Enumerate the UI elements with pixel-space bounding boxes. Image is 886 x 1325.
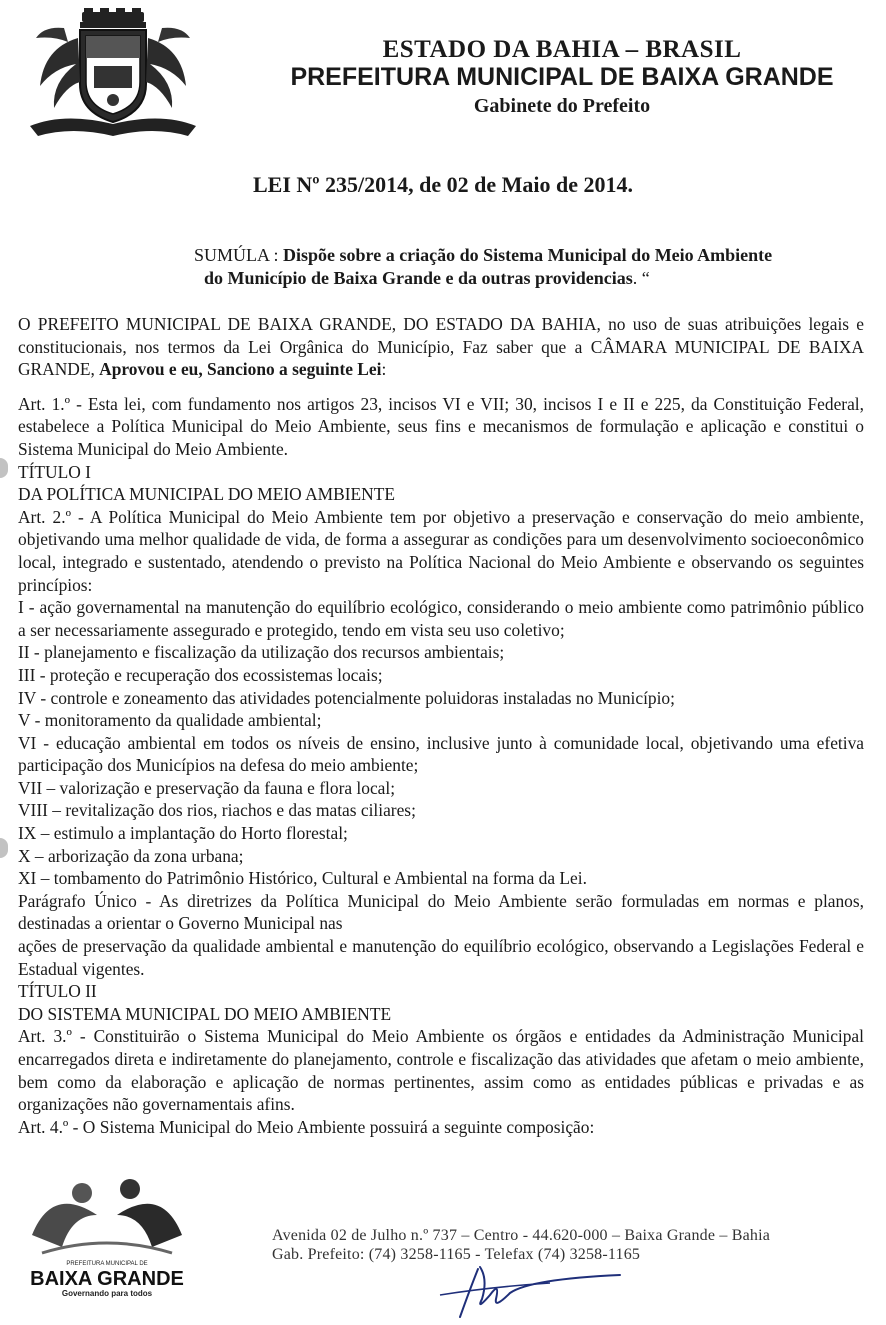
item-xi: XI – tombamento do Patrimônio Histórico, Cultural e Ambiental na forma da Lei. [18,868,587,889]
item-iii: III - proteção e recuperação dos ecossistemas locais; [18,664,383,685]
law-body [18,313,864,1138]
article-1: Art. 1.º - Esta lei, com fundamento nos artigos 23, incisos VI e VII; 30, incisos I e II e 225, da Constituição Federal, estabelece a Política Municipal do Meio Ambiente, seus fins e mecanismos de formulação e aplicação e constitui o Sistema Municipal do Meio Ambiente. [18,393,864,459]
summary-end: . “ [632,268,650,288]
preamble-bold: Aprovou e eu, Sanciono a seguinte Lei [99,359,382,380]
summary-text-1: Dispõe sobre a criação do Sistema Municipal do Meio Ambiente [283,245,773,265]
preamble [18,313,864,381]
logo-slogan-text: Governando para todos [61,1289,153,1298]
article-4: Art. 4.º - O Sistema Municipal do Meio Ambiente possuirá a seguinte composição: [18,1116,595,1137]
item-v: V - monitoramento da qualidade ambiental; [18,710,322,731]
coat-of-arms-icon [24,8,202,140]
footer-phones: Gab. Prefeito: (74) 3258-1165 - Telefax (74) 3258-1165 [272,1246,641,1263]
title-2-heading: DO SISTEMA MUNICIPAL DO MEIO AMBIENTE [18,1003,392,1024]
item-iv: IV - controle e zoneamento das atividades potencialmente poluidoras instaladas no Município; [18,687,675,708]
letterhead [0,0,886,150]
item-vii: VII – valorização e preservação da fauna e flora local; [18,777,396,798]
title-1-heading: DA POLÍTICA MUNICIPAL DO MEIO AMBIENTE [18,484,395,505]
city-hall-heading: PREFEITURA MUNICIPAL DE BAIXA GRANDE [290,63,834,91]
sole-paragraph-continued: ações de preservação da qualidade ambiental e manutenção do equilíbrio ecológico, observando a Legislações Federal e Estadual vigentes. [18,936,864,979]
item-vi: VI - educação ambiental em todos os níveis de ensino, inclusive junto à comunidade local, objetivando uma efetiva participação dos Municípios na defesa do meio ambiente; [18,732,864,776]
item-ii: II - planejamento e fiscalização da utilização dos recursos ambientais; [18,642,505,663]
sole-paragraph: Parágrafo Único - As diretrizes da Política Municipal do Meio Ambiente serão formuladas em normas e planos, destinadas a orientar o Governo Municipal nas [18,890,864,934]
logo-name-text: BAIXA GRANDE [30,1268,184,1290]
state-heading: ESTADO DA BAHIA – BRASIL [382,36,742,63]
logo-small-text: PREFEITURA MUNICIPAL DE [66,1261,148,1267]
summary [194,244,864,290]
office-heading: Gabinete do Prefeito [473,95,651,117]
signature [430,1259,630,1319]
preamble-text: O PREFEITO MUNICIPAL DE BAIXA GRANDE, DO ESTADO DA BAHIA, no uso de suas atribuições legais e constitucionais, nos termos da Lei Orgânica do Município, Faz saber que a CÂMARA MUNICIPAL DE BAIXA GRANDE, [18,314,864,380]
law-title: LEI Nº 235/2014, de 02 de Maio de 2014. [252,172,634,197]
title-2: TÍTULO II [18,981,97,1002]
item-x: X – arborização da zona urbana; [18,845,244,866]
item-ix: IX – estimulo a implantação do Horto florestal; [18,823,348,844]
preamble-end: : [381,359,387,380]
summary-label: SUMÚLA : [194,245,284,265]
summary-text-2: do Município de Baixa Grande e da outras providencias [204,268,633,288]
article-2: Art. 2.º - A Política Municipal do Meio Ambiente tem por objetivo a preservação e conservação do meio ambiente, objetivando uma melhor qualidade de vida, de forma a assegurar as condições para um desenvolvimento socioeconômico local, integrado e sustentado, atendendo o previsto na Política Nacional do Meio Ambiente e observando os seguintes princípios: [18,506,864,595]
scan-margin-mark [0,458,8,478]
title-1: TÍTULO I [18,461,91,482]
scan-margin-mark [0,838,8,858]
footer [0,1175,886,1325]
city-hall-logo-icon [12,1175,202,1300]
item-viii: VIII – revitalização dos rios, riachos e das matas ciliares; [18,800,416,821]
article-3: Art. 3.º - Constituirão o Sistema Municipal do Meio Ambiente os órgãos e entidades da Administração Municipal encarregados direta e indiretamente do planejamento, controle e fiscalização das atividades que afetam o meio ambiente, bem como da elaboração e aplicação de normas pertinentes, assim como as entidades públicas e privadas e as organizações não governamentais afins. [18,1026,864,1115]
footer-address: Avenida 02 de Julho n.º 737 – Centro - 44.620-000 – Baixa Grande – Bahia [272,1227,771,1244]
item-i: I - ação governamental na manutenção do equilíbrio ecológico, considerando o meio ambiente como patrimônio público a ser necessariamente assegurado e protegido, tendo em vista seu uso coletivo; [18,597,864,640]
